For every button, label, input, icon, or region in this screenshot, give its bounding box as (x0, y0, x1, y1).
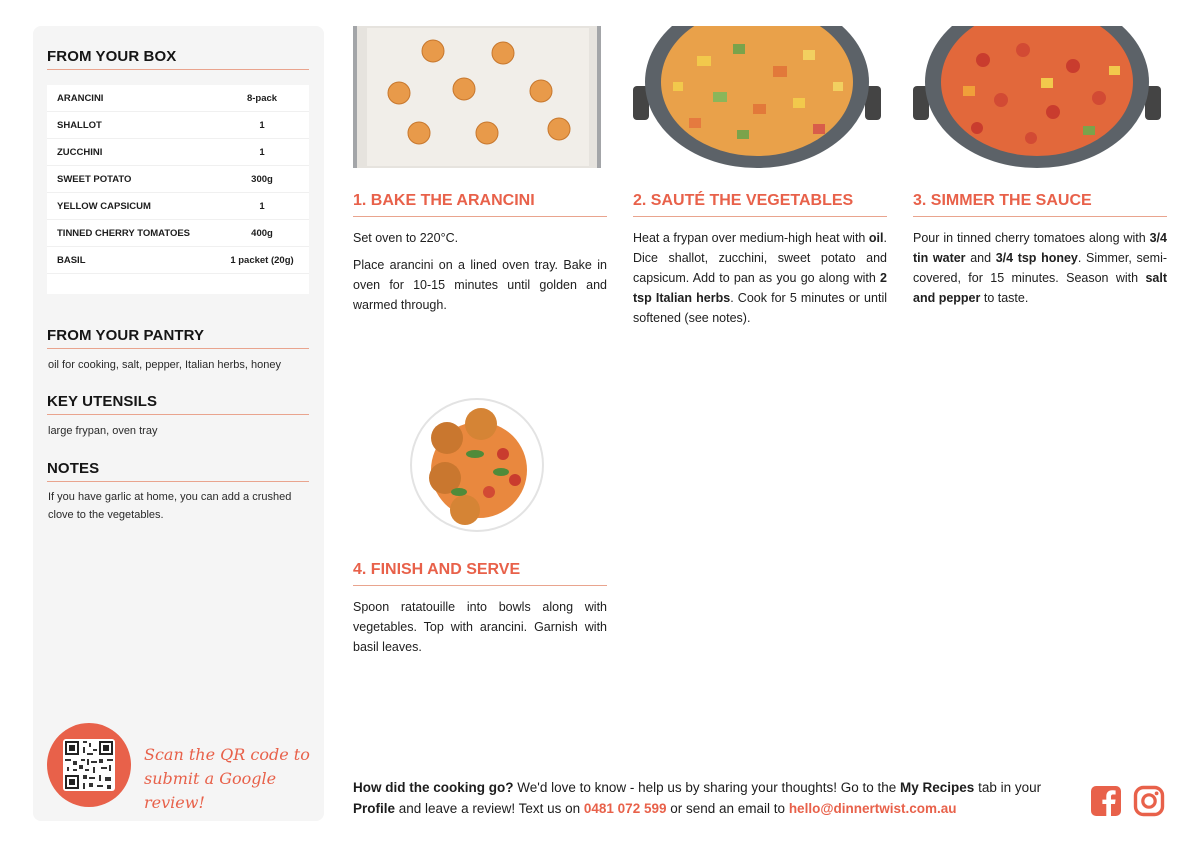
key-utensils-title: KEY UTENSILS (47, 393, 309, 415)
ingredient-qty: 1 (259, 119, 265, 131)
ingredient-qty: 8-pack (246, 92, 278, 104)
feedback-footer: How did the cooking go? We'd love to know - help us by sharing your thoughts! Go to the My Recipes tab in your Profile and leave a review! Text us on 0481 072 599 or send an email to hello@dinnertwist.com.au (353, 780, 1042, 816)
email-link[interactable]: hello@dinnertwist.com.au (788, 801, 957, 816)
saute-vegetables-image (633, 26, 881, 168)
ingredient-qty: 300g (251, 173, 273, 185)
sidebar (33, 26, 324, 821)
ingredient-qty: 1 packet (20g) (230, 254, 294, 266)
notes-text: If you have garlic at home, you can add a crushed clove to the vegetables. (48, 491, 292, 521)
step-4-text: Spoon ratatouille into bowls along with vegetables. Top with arancini. Garnish with basil leaves. (353, 600, 607, 654)
step-3-title: 3. SIMMER THE SAUCE (913, 192, 1167, 217)
table-row (47, 139, 309, 166)
ingredient-name: TINNED CHERRY TOMATOES (57, 227, 191, 239)
step-2-text: Heat a frypan over medium-high heat with oil. Dice shallot, zucchini, sweet potato and capsicum. Add to pan as you go along with 2 tsp Italian herbs. Cook for 5 minutes or until softened (see notes). (633, 231, 887, 325)
ingredient-name: ARANCINI (57, 92, 104, 104)
ingredient-name: YELLOW CAPSICUM (57, 200, 151, 212)
ingredient-name: SWEET POTATO (57, 173, 132, 185)
facebook-icon[interactable] (1090, 785, 1122, 817)
ingredient-name: ZUCCHINI (57, 146, 103, 158)
table-row (47, 112, 309, 139)
notes-title: NOTES (47, 460, 309, 482)
pantry-text: oil for cooking, salt, pepper, Italian herbs, honey (48, 359, 281, 371)
table-row (47, 193, 309, 220)
phone-link[interactable]: 0481 072 599 (583, 801, 667, 816)
ingredients-table (47, 85, 309, 294)
table-row (47, 220, 309, 247)
step-4-title: 4. FINISH AND SERVE (353, 561, 607, 586)
ingredient-qty: 1 (259, 200, 265, 212)
step-2-title: 2. SAUTÉ THE VEGETABLES (633, 192, 887, 217)
from-your-box-title: FROM YOUR BOX (47, 48, 309, 70)
finished-dish-image (407, 392, 547, 537)
utensils-text: large frypan, oven tray (48, 425, 158, 437)
step-1-title: 1. BAKE THE ARANCINI (353, 192, 607, 217)
ingredient-name: SHALLOT (57, 119, 102, 131)
step-3-text: Pour in tinned cherry tomatoes along with 3/4 tin water and 3/4 tsp honey. Simmer, semi-covered, for 15 minutes. Season with salt and pepper to taste. (913, 231, 1168, 305)
qr-review-text: Scan the QR code to submit a Google review! (144, 745, 310, 812)
ingredient-name: BASIL (57, 254, 86, 266)
qr-badge[interactable] (47, 723, 131, 807)
qr-code-icon[interactable] (63, 739, 115, 791)
simmer-sauce-image (913, 26, 1161, 168)
arancini-tray-image (353, 26, 601, 168)
ingredient-qty: 400g (251, 227, 273, 239)
table-row (47, 85, 309, 112)
step-1-text: Set oven to 220°C. Place arancini on a lined oven tray. Bake in oven for 10-15 minutes until golden and warmed through. (353, 231, 607, 312)
table-row (47, 166, 309, 193)
from-your-pantry-title: FROM YOUR PANTRY (47, 327, 309, 349)
ingredient-qty: 1 (259, 146, 265, 158)
table-row (47, 247, 309, 274)
instagram-icon[interactable] (1133, 785, 1165, 817)
